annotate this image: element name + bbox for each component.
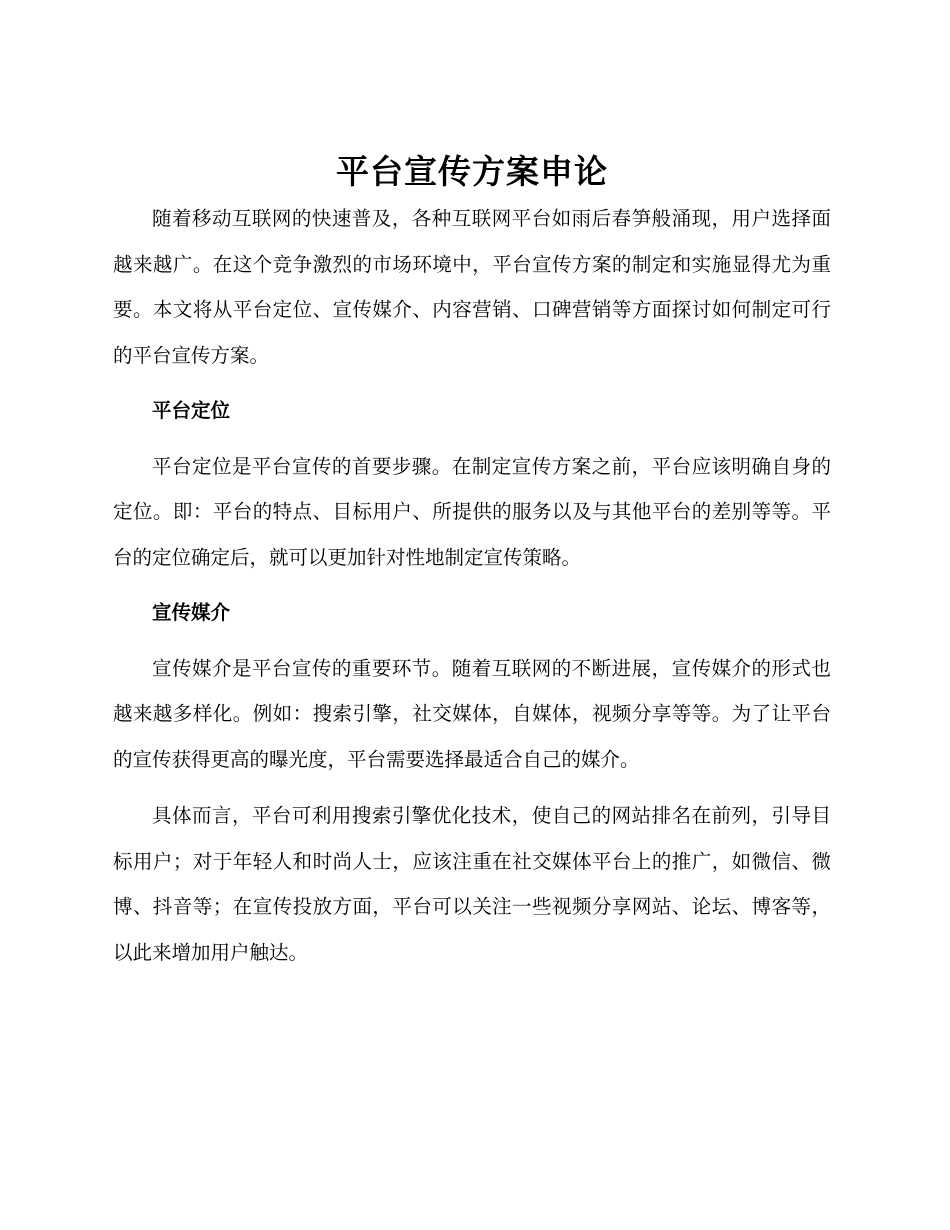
document-page	[113, 150, 831, 975]
section-paragraph-media-1: 宣传媒介是平台宣传的重要环节。随着互联网的不断进展，宣传媒介的形式也越来越多样化。例如：搜索引擎，社交媒体，自媒体，视频分享等等。为了让平台的宣传获得更高的曝光度，平台需要选择最适合自己的媒介。	[113, 656, 831, 771]
section-heading-media: 宣传媒介	[152, 601, 231, 624]
section-paragraph-media-2: 具体而言，平台可利用搜索引擎优化技术，使自己的网站排名在前列，引导目标用户；对于年轻人和时尚人士，应该注重在社交媒体平台上的推广，如微信、微博、抖音等；在宣传投放方面，平台可以关注一些视频分享网站、论坛、博客等，以此来增加用户触达。	[113, 804, 831, 964]
intro-paragraph: 随着移动互联网的快速普及，各种互联网平台如雨后春笋般涌现，用户选择面越来越广。在这个竞争激烈的市场环境中，平台宣传方案的制定和实施显得尤为重要。本文将从平台定位、宣传媒介、内容营销、口碑营销等方面探讨如何制定可行的平台宣传方案。	[113, 207, 831, 367]
section-paragraph-positioning: 平台定位是平台宣传的首要步骤。在制定宣传方案之前，平台应该明确自身的定位。即：平台的特点、目标用户、所提供的服务以及与其他平台的差别等等。平台的定位确定后，就可以更加针对性地制定宣传策略。	[113, 454, 831, 569]
document-title: 平台宣传方案申论	[336, 152, 608, 191]
section-heading-positioning: 平台定位	[152, 399, 231, 422]
